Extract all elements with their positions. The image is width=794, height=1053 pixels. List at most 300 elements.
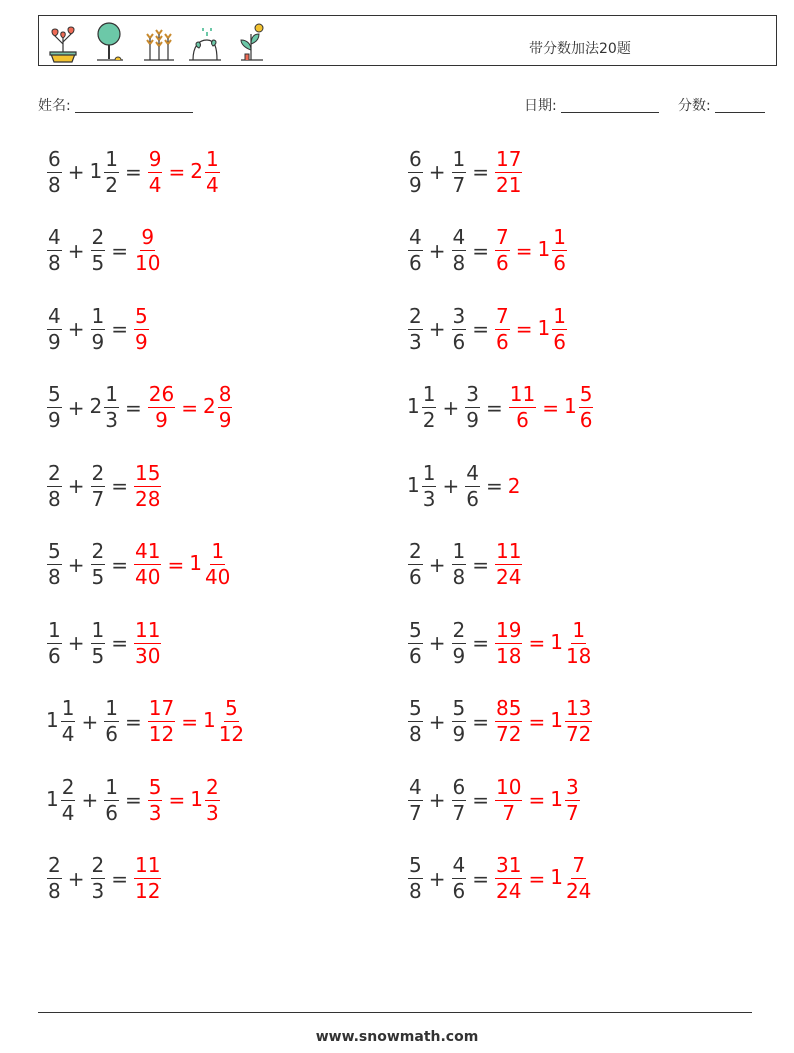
wheat-icon: [141, 20, 177, 64]
operator: +: [67, 866, 85, 891]
page-title: 带分数加法20题: [529, 41, 631, 57]
mixed-number: [90, 382, 120, 433]
fraction-body: [408, 539, 423, 590]
denominator: 6: [496, 251, 509, 275]
fraction-body: [408, 775, 423, 826]
numerator: 11: [135, 853, 161, 877]
numerator: 15: [135, 460, 161, 485]
fraction-body: [205, 147, 220, 198]
denominator: 4: [61, 722, 75, 746]
fraction-body: [565, 853, 592, 904]
fraction-body: [91, 539, 106, 590]
numerator: 4: [409, 225, 422, 249]
whole-part: 1: [550, 708, 563, 732]
denominator: 9: [135, 329, 148, 354]
fraction: [46, 461, 63, 512]
fraction-body: [495, 225, 510, 276]
worksheet-header: [38, 15, 777, 66]
denominator: 24: [496, 565, 522, 589]
problem-item: [46, 456, 162, 516]
numerator: 7: [496, 225, 509, 249]
numerator: 7: [572, 853, 586, 877]
numerator: 1: [452, 539, 466, 563]
score-field: [678, 95, 765, 115]
denominator: 4: [148, 172, 162, 197]
problem-item: [46, 849, 162, 909]
whole-part: 1: [46, 786, 59, 811]
problem-item: [46, 613, 162, 673]
numerator: 9: [141, 225, 155, 249]
operator: =: [485, 395, 503, 420]
problem-item: [407, 221, 568, 281]
fraction-body: [408, 618, 423, 669]
operator: =: [528, 788, 546, 812]
denominator: 3: [91, 879, 105, 903]
denominator: 3: [148, 800, 162, 825]
numerator: 3: [452, 303, 466, 328]
denominator: 4: [61, 800, 75, 825]
denominator: 6: [48, 643, 61, 668]
denominator: 28: [135, 486, 161, 511]
operator: +: [442, 474, 460, 498]
numerator: 2: [205, 774, 219, 799]
fraction: [494, 853, 523, 904]
numerator: 2: [409, 539, 422, 563]
score-label: 分数:: [678, 98, 711, 114]
whole-number: 2: [507, 474, 521, 498]
operator: =: [528, 709, 546, 734]
fraction: [46, 147, 63, 198]
denominator: 7: [452, 172, 466, 197]
fraction-body: [452, 775, 467, 826]
operator: =: [168, 160, 186, 184]
denominator: 72: [496, 722, 522, 746]
numerator: 1: [553, 225, 566, 249]
mixed-number: [564, 382, 594, 433]
whole-part: 1: [89, 158, 103, 183]
mixed-number: [550, 696, 593, 747]
numerator: 5: [579, 382, 593, 406]
numerator: 3: [466, 382, 479, 406]
fraction: [451, 304, 468, 355]
numerator: 2: [91, 539, 105, 563]
mixed-number: [550, 618, 593, 669]
operator: =: [111, 238, 128, 263]
fraction-body: [422, 382, 437, 433]
fraction: [46, 618, 63, 669]
operator: =: [111, 866, 128, 891]
fraction-body: [47, 618, 62, 669]
denominator: 6: [452, 879, 466, 903]
whole-part: 1: [550, 786, 563, 811]
denominator: 12: [218, 722, 245, 746]
date-label: 日期:: [524, 98, 557, 114]
fraction: [133, 539, 162, 590]
numerator: 6: [48, 146, 61, 171]
denominator: 6: [409, 565, 422, 589]
mixed-number: [46, 775, 76, 826]
fraction-body: [91, 304, 106, 355]
operator: =: [515, 238, 533, 263]
operator: +: [67, 238, 85, 263]
fraction-body: [452, 147, 467, 198]
operator: =: [472, 317, 489, 341]
numerator: 5: [135, 303, 148, 328]
plant-icon: [233, 20, 269, 64]
operator: =: [124, 788, 142, 812]
fraction: [494, 696, 523, 747]
mixed-number: [407, 382, 437, 433]
problem-item: [46, 692, 246, 752]
fraction-body: [134, 461, 161, 512]
fraction: [46, 304, 63, 355]
fraction-body: [47, 382, 62, 433]
mixed-number: [203, 696, 246, 747]
mixed-number: [203, 382, 233, 433]
numerator: 1: [572, 617, 586, 642]
denominator: 3: [105, 408, 118, 432]
fraction-body: [134, 304, 149, 355]
whole-part: 1: [550, 865, 563, 889]
denominator: 18: [565, 643, 592, 668]
fraction-body: [134, 618, 161, 669]
fraction-body: [148, 147, 163, 198]
fraction-body: [495, 539, 522, 590]
name-blank[interactable]: [75, 98, 193, 113]
mixed-number: [550, 853, 593, 904]
fraction: [147, 382, 176, 433]
numerator: 31: [496, 853, 522, 877]
operator: =: [472, 866, 489, 891]
problem-item: [407, 299, 568, 359]
fraction-body: [47, 147, 62, 198]
numerator: 5: [409, 853, 422, 877]
operator: +: [67, 160, 85, 184]
fraction-body: [452, 853, 467, 904]
denominator: 4: [205, 172, 219, 197]
numerator: 17: [148, 696, 175, 720]
denominator: 72: [565, 722, 592, 746]
fraction-body: [104, 696, 119, 747]
fraction: [147, 696, 176, 747]
date-field: [524, 95, 659, 115]
numerator: 8: [218, 382, 232, 406]
denominator: 9: [466, 408, 479, 432]
problem-item: [46, 299, 150, 359]
fraction-body: [134, 853, 161, 904]
fraction: [147, 775, 164, 826]
operator: +: [428, 160, 446, 184]
numerator: 5: [409, 617, 422, 642]
denominator: 6: [579, 408, 593, 432]
whole-part: 1: [202, 708, 216, 732]
numerator: 1: [48, 617, 61, 642]
numerator: 6: [409, 146, 422, 171]
numerator: 1: [61, 696, 75, 720]
numerator: 1: [105, 382, 118, 406]
numerator: 1: [211, 539, 225, 563]
fraction: [407, 775, 424, 826]
operator: =: [124, 709, 142, 734]
whole-part: 1: [407, 394, 420, 418]
denominator: 40: [135, 565, 161, 589]
fraction-body: [408, 696, 423, 747]
mixed-number: [90, 147, 120, 198]
fraction-body: [91, 461, 106, 512]
operator: =: [181, 709, 198, 734]
whole-part: 2: [89, 394, 103, 418]
mixed-number: [407, 461, 437, 512]
numerator: 2: [91, 853, 105, 877]
numerator: 5: [409, 696, 422, 720]
denominator: 18: [496, 643, 522, 668]
fraction: [90, 853, 107, 904]
problem-item: [407, 535, 523, 595]
operator: =: [472, 709, 489, 734]
fraction: [46, 539, 63, 590]
fraction: [451, 775, 468, 826]
fraction: [90, 225, 107, 276]
fraction-body: [579, 382, 594, 433]
fraction-body: [452, 618, 467, 669]
whole-part: 1: [190, 786, 203, 811]
denominator: 9: [48, 329, 61, 354]
fraction: [494, 147, 523, 198]
fraction-body: [47, 225, 62, 276]
numerator: 2: [61, 774, 75, 799]
numerator: 5: [48, 539, 61, 563]
problem-item: [407, 378, 594, 438]
denominator: 9: [155, 408, 168, 432]
operator: +: [428, 238, 446, 263]
fraction-body: [205, 775, 220, 826]
numerator: 2: [48, 853, 61, 877]
numerator: 2: [91, 460, 105, 485]
denominator: 8: [409, 879, 422, 903]
operator: =: [167, 552, 185, 577]
fraction: [90, 539, 107, 590]
fraction-body: [422, 461, 437, 512]
fraction-body: [408, 147, 423, 198]
fraction: [133, 853, 162, 904]
problem-item: [407, 456, 521, 516]
fraction: [133, 225, 162, 276]
mixed-number: [46, 696, 76, 747]
footer-divider: [38, 1012, 752, 1013]
operator: =: [124, 160, 142, 184]
operator: +: [428, 709, 446, 734]
denominator: 8: [48, 172, 61, 197]
fraction-body: [465, 461, 480, 512]
numerator: 4: [466, 460, 479, 485]
whole-part: 1: [563, 394, 577, 418]
denominator: 8: [48, 565, 61, 589]
fraction: [451, 539, 468, 590]
name-label: 姓名:: [38, 98, 71, 114]
denominator: 7: [502, 800, 516, 825]
operator: +: [67, 474, 85, 498]
fraction-body: [509, 382, 536, 433]
fraction: [46, 853, 63, 904]
operator: =: [528, 631, 546, 655]
operator: +: [81, 788, 99, 812]
numerator: 2: [91, 225, 105, 249]
fraction: [133, 618, 162, 669]
numerator: 85: [496, 696, 522, 720]
operator: =: [111, 474, 128, 498]
name-field: [38, 95, 193, 115]
numerator: 1: [422, 460, 436, 485]
mixed-number: [538, 304, 568, 355]
fraction-body: [452, 304, 467, 355]
denominator: 6: [105, 800, 118, 825]
problem-item: [46, 142, 221, 202]
denominator: 2: [105, 172, 118, 197]
denominator: 3: [205, 800, 219, 825]
fraction-body: [91, 225, 106, 276]
fraction-body: [148, 775, 163, 826]
fraction-body: [104, 775, 119, 826]
denominator: 6: [105, 722, 118, 746]
fraction-body: [204, 539, 231, 590]
fraction: [494, 304, 511, 355]
fraction-body: [91, 618, 106, 669]
fraction: [147, 147, 164, 198]
denominator: 30: [135, 643, 161, 668]
fraction: [103, 775, 120, 826]
operator: +: [81, 709, 99, 734]
numerator: 19: [496, 617, 522, 642]
numerator: 1: [553, 303, 566, 328]
numerator: 5: [148, 774, 162, 799]
whole-part: 2: [190, 158, 203, 183]
fraction: [103, 696, 120, 747]
problem-item: [407, 692, 593, 752]
denominator: 2: [422, 408, 436, 432]
operator: =: [528, 866, 546, 891]
denominator: 3: [422, 486, 436, 511]
fraction-body: [452, 539, 467, 590]
numerator: 7: [496, 303, 509, 328]
fraction-body: [452, 696, 467, 747]
fraction: [464, 461, 481, 512]
denominator: 6: [409, 251, 422, 275]
fraction: [451, 618, 468, 669]
fraction-body: [408, 225, 423, 276]
numerator: 2: [409, 303, 422, 328]
fraction: [90, 618, 107, 669]
denominator: 7: [452, 800, 466, 825]
fraction-body: [47, 304, 62, 355]
potted-flowers-icon: [45, 20, 81, 64]
fraction: [494, 539, 523, 590]
numerator: 2: [48, 460, 61, 485]
denominator: 8: [409, 722, 422, 746]
numerator: 4: [48, 303, 61, 328]
mixed-number: [190, 775, 220, 826]
denominator: 24: [565, 879, 592, 903]
numerator: 10: [496, 774, 522, 799]
operator: +: [67, 631, 85, 655]
fraction-body: [565, 775, 580, 826]
operator: +: [442, 395, 460, 420]
problem-item: [407, 849, 593, 909]
denominator: 5: [91, 251, 105, 275]
operator: =: [111, 552, 128, 577]
fraction: [451, 225, 468, 276]
operator: =: [515, 317, 533, 341]
fraction-body: [495, 775, 522, 826]
numerator: 1: [105, 696, 118, 720]
denominator: 5: [91, 565, 105, 589]
denominator: 9: [218, 408, 232, 432]
numerator: 2: [452, 617, 466, 642]
fraction-body: [495, 696, 522, 747]
denominator: 6: [553, 329, 566, 354]
date-blank[interactable]: [561, 98, 659, 113]
operator: =: [472, 160, 489, 184]
fraction-body: [218, 696, 245, 747]
denominator: 6: [452, 329, 466, 354]
denominator: 6: [466, 486, 479, 511]
numerator: 1: [91, 303, 105, 328]
fraction-body: [495, 147, 522, 198]
score-blank[interactable]: [715, 98, 765, 113]
numerator: 1: [205, 146, 219, 171]
operator: =: [485, 474, 503, 498]
whole-part: 1: [189, 551, 202, 575]
denominator: 9: [48, 408, 61, 432]
mixed-number: [538, 225, 568, 276]
problem-item: [46, 770, 221, 830]
operator: +: [428, 866, 446, 891]
fraction-body: [91, 853, 106, 904]
problem-item: [407, 613, 593, 673]
denominator: 21: [496, 172, 522, 197]
numerator: 1: [452, 146, 466, 171]
numerator: 1: [91, 617, 105, 642]
fraction-body: [61, 775, 76, 826]
fraction-body: [104, 382, 119, 433]
fraction-body: [104, 147, 119, 198]
numerator: 13: [565, 696, 592, 720]
fraction: [464, 382, 481, 433]
fraction-body: [465, 382, 480, 433]
fraction: [407, 539, 424, 590]
fraction: [494, 225, 511, 276]
fraction-body: [495, 304, 510, 355]
numerator: 1: [105, 146, 118, 171]
denominator: 10: [135, 251, 161, 275]
fraction: [494, 775, 523, 826]
denominator: 3: [409, 329, 422, 354]
fraction-body: [148, 696, 175, 747]
denominator: 7: [565, 800, 579, 825]
fraction: [46, 382, 63, 433]
denominator: 5: [91, 643, 105, 668]
fraction: [494, 618, 523, 669]
numerator: 4: [452, 853, 466, 877]
numerator: 11: [135, 617, 161, 642]
mixed-number: [190, 147, 220, 198]
denominator: 8: [48, 486, 61, 511]
fraction: [407, 696, 424, 747]
mixed-number: [189, 539, 232, 590]
fraction-body: [134, 539, 161, 590]
problem-item: [407, 770, 581, 830]
operator: +: [428, 317, 446, 341]
operator: =: [124, 395, 142, 420]
